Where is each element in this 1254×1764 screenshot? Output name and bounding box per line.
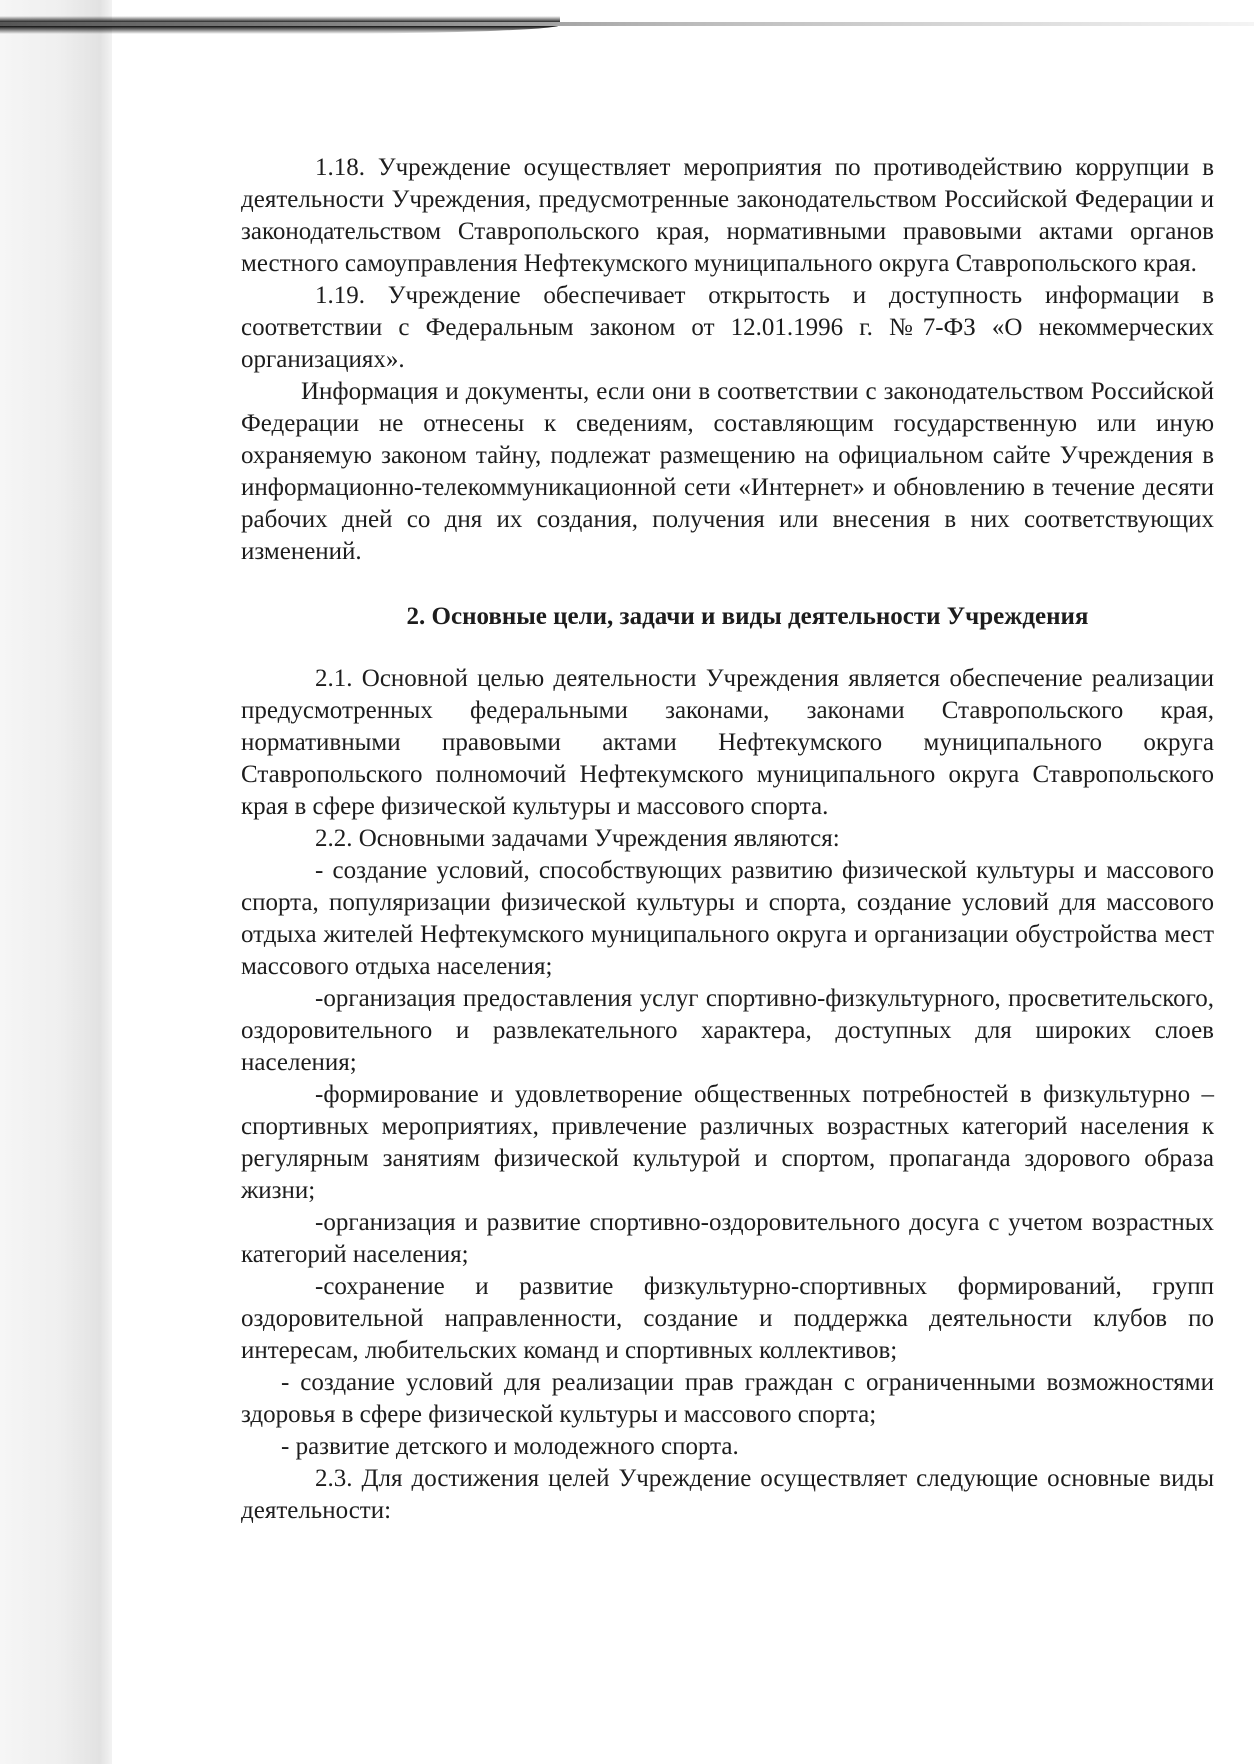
list-item-task-3: -формирование и удовлетворение общественных потребностей в физкультурно – спортивных мероприятиях, привлечение различных возрастных категорий населения к регулярным занятиям физической культурой и спортом, пропаганда здорового образа жизни; bbox=[241, 1081, 1214, 1204]
spacer bbox=[241, 568, 1214, 601]
list-item-task-4: -организация и развитие спортивно-оздоровительного досуга с учетом возрастных категорий населения; bbox=[241, 1209, 1214, 1268]
paragraph-2-1: 2.1. Основной целью деятельности Учреждения является обеспечение реализации предусмотренных федеральными законами, законами Ставропольского края, нормативными правовыми актами Нефтекумского муниципального округа Ставропольского полномочий Нефтекумского муниципального округа Ставропольского края в сфере физической культуры и массового спорта. bbox=[241, 665, 1214, 820]
spacer bbox=[241, 633, 1214, 663]
section-heading: 2. Основные цели, задачи и виды деятельности Учреждения bbox=[406, 603, 1089, 630]
paragraph-2-3: 2.3. Для достижения целей Учреждение осуществляет следующие основные виды деятельности: bbox=[241, 1465, 1214, 1524]
list-item-task-5: -сохранение и развитие физкультурно-спортивных формирований, групп оздоровительной направленности, создание и поддержка деятельности клубов по интересам, любительских команд и спортивных коллективов; bbox=[241, 1273, 1214, 1364]
list-item-task-1: - создание условий, способствующих развитию физической культуры и массового спорта, популяризации физической культуры и спорта, создание условий для массового отдыха жителей Нефтекумского муниципального округа и организации обустройства мест массового отдыха населения; bbox=[241, 857, 1214, 980]
paragraph-information: Информация и документы, если они в соответствии с законодательством Российской Федерации не отнесены к сведениям, составляющим государственную или иную охраняемую законом тайну, подлежат размещению на официальном сайте Учреждения в информационно-телекоммуникационной сети «Интернет» и обновлению в течение десяти рабочих дней со дня их создания, получения или внесения в них соответствующих изменений. bbox=[241, 378, 1214, 565]
list-item-task-2: -организация предоставления услуг спортивно-физкультурного, просветительского, оздоровительного и развлекательного характера, доступных для широких слоев населения; bbox=[241, 985, 1214, 1076]
list-item-task-7: - развитие детского и молодежного спорта. bbox=[281, 1433, 739, 1460]
list-item-task-6: - создание условий для реализации прав граждан с ограниченными возможностями здоровья в сфере физической культуры и массового спорта; bbox=[241, 1369, 1214, 1428]
scan-margin-shadow bbox=[0, 0, 112, 1764]
paragraph-1-19: 1.19. Учреждение обеспечивает открытость и доступность информации в соответствии с Федеральным законом от 12.01.1996 г. №7-ФЗ «О некоммерческих организациях». bbox=[241, 282, 1214, 373]
paragraph-1-18: 1.18. Учреждение осуществляет мероприятия по противодействию коррупции в деятельности Учреждения, предусмотренные законодательством Российской Федерации и законодательством Ставропольского края, нормативными правовыми актами органов местного самоуправления Нефтекумского муниципального округа Ставропольского края. bbox=[241, 154, 1214, 277]
paragraph-2-2: 2.2. Основными задачами Учреждения являются: bbox=[315, 825, 840, 852]
scan-edge-line bbox=[0, 22, 1254, 26]
document-page bbox=[241, 152, 1214, 1527]
